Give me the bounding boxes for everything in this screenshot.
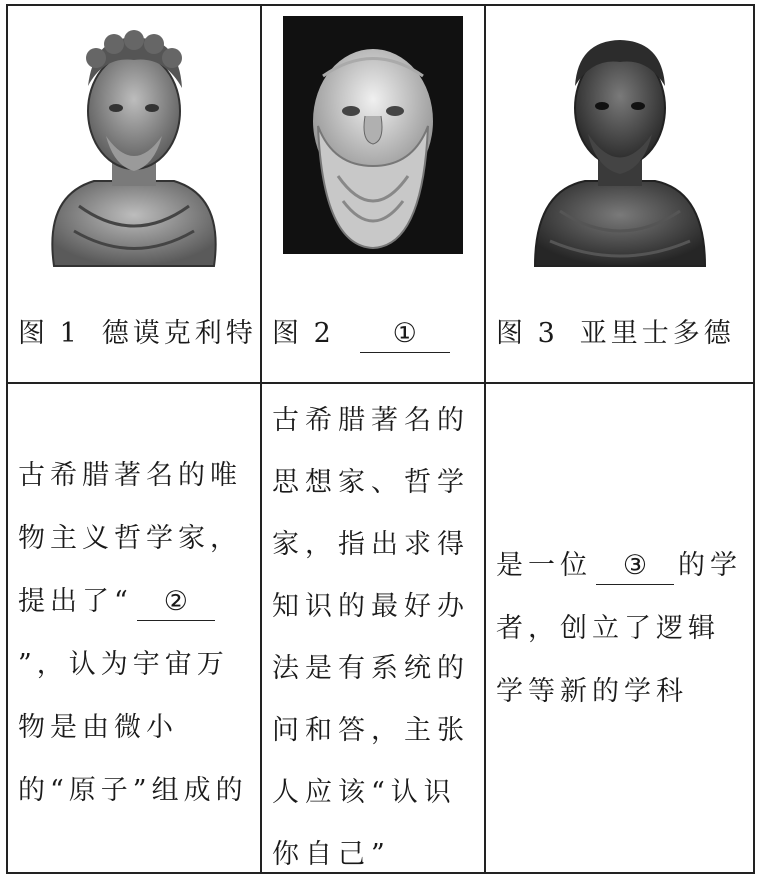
figure-number: 图 1 (18, 318, 80, 349)
cell-socrates (261, 5, 485, 383)
aristotle-bust-icon (486, 16, 753, 296)
philosophers-table (6, 4, 755, 874)
cell-aristotle (485, 5, 754, 383)
description-democritus (18, 444, 254, 822)
cell-description-2 (261, 383, 485, 873)
text-segment: 古希腊著名的唯物主义哲学家，提出了“ (18, 460, 242, 617)
text-segment: ”，认为宇宙万物是由微小的“原子”组成的 (18, 649, 248, 806)
description-aristotle (496, 534, 747, 723)
socrates-bust-icon (262, 16, 484, 296)
democritus-bust-icon (8, 16, 260, 296)
text-segment: 的学者，创立了逻辑学等新的学科 (496, 550, 742, 707)
text-segment: 是一位 (496, 550, 592, 581)
caption-figure-2 (262, 311, 484, 353)
philosopher-name: 德谟克利特 (101, 318, 257, 349)
cell-democritus (7, 5, 261, 383)
portrait-row (7, 5, 754, 383)
description-socrates: 古希腊著名的思想家、哲学家，指出求得知识的最好办法是有系统的问和答，主张人应该“认识你自己” (272, 405, 470, 870)
philosopher-name: 亚里士多德 (579, 318, 735, 349)
answer-blank-2: ② (137, 584, 215, 621)
cell-description-3 (485, 383, 754, 873)
answer-blank-1: ① (360, 316, 450, 353)
caption-figure-3 (486, 311, 753, 350)
answer-blank-3: ③ (596, 548, 674, 585)
figure-number: 图 2 (272, 318, 334, 349)
caption-figure-1 (8, 311, 260, 350)
description-row (7, 383, 754, 873)
cell-description-1 (7, 383, 261, 873)
figure-number: 图 3 (496, 318, 558, 349)
